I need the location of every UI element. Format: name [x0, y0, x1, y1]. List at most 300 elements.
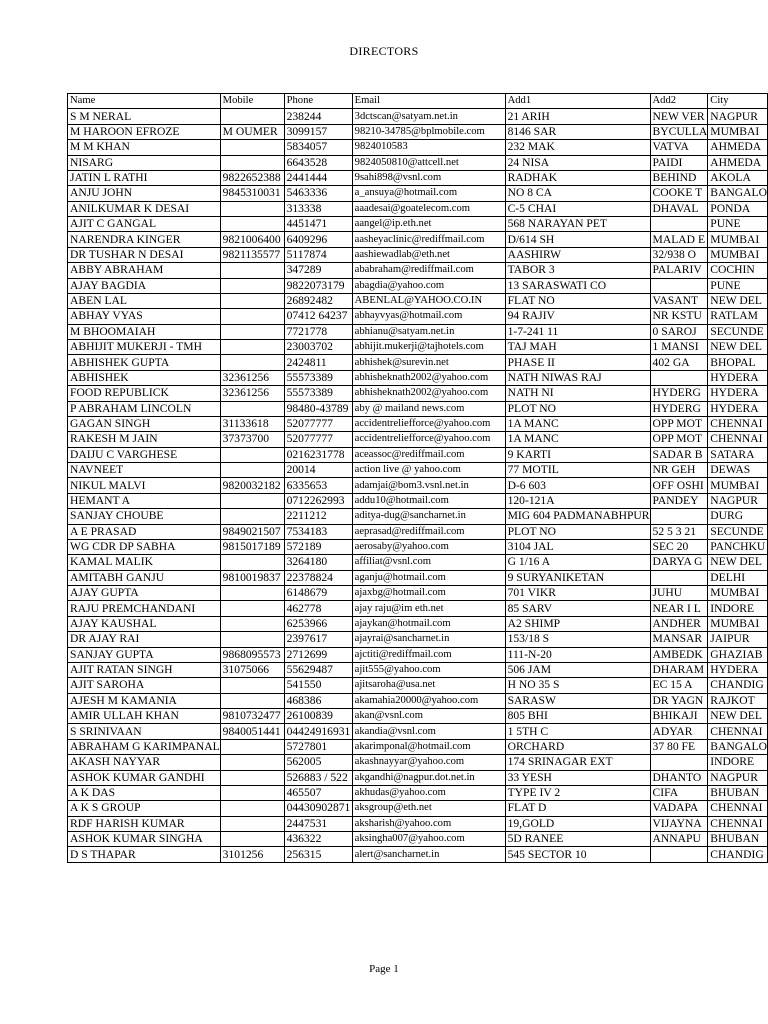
cell-phone: 52077777 — [284, 416, 352, 431]
cell-city: PONDA — [708, 201, 768, 216]
cell-city: SECUNDE — [708, 524, 768, 539]
cell-city: NEW DEL — [708, 555, 768, 570]
cell-email: ajayrai@sancharnet.in — [352, 632, 505, 647]
table-row — [68, 186, 768, 201]
cell-phone: 04424916931 — [284, 724, 352, 739]
cell-city: CHENNAI — [708, 724, 768, 739]
cell-add1: 8146 SAR — [505, 124, 650, 139]
cell-add2 — [650, 570, 708, 585]
cell-add1: 568 NARAYAN PET — [505, 217, 650, 232]
cell-phone: 562005 — [284, 755, 352, 770]
header-row — [68, 94, 768, 109]
cell-city: DURG — [708, 509, 768, 524]
cell-name: A K S GROUP — [68, 801, 221, 816]
cell-name: M BHOOMAIAH — [68, 324, 221, 339]
cell-add2: 402 GA — [650, 355, 708, 370]
cell-add2: OPP MOT — [650, 416, 708, 431]
cell-name: RAKESH M JAIN — [68, 432, 221, 447]
table-row — [68, 463, 768, 478]
cell-name: DAIJU C VARGHESE — [68, 447, 221, 462]
cell-name: RAJU PREMCHANDANI — [68, 601, 221, 616]
cell-mobile — [220, 201, 284, 216]
cell-city: AHMEDA — [708, 155, 768, 170]
cell-city: NEW DEL — [708, 709, 768, 724]
table-row — [68, 355, 768, 370]
cell-mobile: 9810732477 — [220, 709, 284, 724]
cell-city: PANCHKU — [708, 539, 768, 554]
cell-phone: 6409296 — [284, 232, 352, 247]
cell-phone: 7534183 — [284, 524, 352, 539]
table-row — [68, 832, 768, 847]
table-row — [68, 662, 768, 677]
cell-add1: ORCHARD — [505, 739, 650, 754]
table-row — [68, 416, 768, 431]
cell-mobile — [220, 401, 284, 416]
cell-add2: HYDERG — [650, 386, 708, 401]
cell-phone: 2447531 — [284, 816, 352, 831]
cell-add1: TYPE IV 2 — [505, 785, 650, 800]
cell-email: aangel@ip.eth.net — [352, 217, 505, 232]
cell-city: AHMEDA — [708, 140, 768, 155]
cell-name: SANJAY CHOUBE — [68, 509, 221, 524]
cell-city: GHAZIAB — [708, 647, 768, 662]
cell-city: RATLAM — [708, 309, 768, 324]
table-row — [68, 632, 768, 647]
cell-phone: 23003702 — [284, 340, 352, 355]
cell-city: INDORE — [708, 755, 768, 770]
cell-add1: C-5 CHAI — [505, 201, 650, 216]
cell-email: akan@vsnl.com — [352, 709, 505, 724]
table-row — [68, 647, 768, 662]
header-email: Email — [352, 94, 505, 109]
cell-add2: COOKE T — [650, 186, 708, 201]
cell-add1: FLAT NO — [505, 293, 650, 308]
cell-add2: VATVA — [650, 140, 708, 155]
cell-email: abhisheknath2002@yahoo.com — [352, 386, 505, 401]
cell-mobile: 9840051441 — [220, 724, 284, 739]
cell-phone: 238244 — [284, 109, 352, 124]
cell-add1: TABOR 3 — [505, 263, 650, 278]
cell-add2: HYDERG — [650, 401, 708, 416]
cell-mobile: 9820032182 — [220, 478, 284, 493]
cell-name: DR AJAY RAI — [68, 632, 221, 647]
cell-email: akandia@vsnl.com — [352, 724, 505, 739]
cell-mobile: 9868095573 — [220, 647, 284, 662]
cell-mobile — [220, 155, 284, 170]
cell-phone: 2441444 — [284, 170, 352, 185]
cell-email: aerosaby@yahoo.com — [352, 539, 505, 554]
cell-email: ABENLAL@YAHOO.CO.IN — [352, 293, 505, 308]
cell-city: CHANDIG — [708, 847, 768, 862]
cell-city: AKOLA — [708, 170, 768, 185]
cell-add2: NR KSTU — [650, 309, 708, 324]
cell-phone: 52077777 — [284, 432, 352, 447]
cell-city: BHUBAN — [708, 785, 768, 800]
cell-mobile — [220, 770, 284, 785]
table-row — [68, 278, 768, 293]
cell-city: NAGPUR — [708, 770, 768, 785]
cell-phone: 5463336 — [284, 186, 352, 201]
cell-name: ABHAY VYAS — [68, 309, 221, 324]
cell-city: CHENNAI — [708, 416, 768, 431]
table-row — [68, 509, 768, 524]
table-row — [68, 170, 768, 185]
cell-city: HYDERA — [708, 662, 768, 677]
cell-phone: 04430902871 — [284, 801, 352, 816]
cell-city: BANGALO — [708, 739, 768, 754]
cell-add1: A2 SHIMP — [505, 616, 650, 631]
cell-city: BHUBAN — [708, 832, 768, 847]
cell-phone: 541550 — [284, 678, 352, 693]
cell-name: M M KHAN — [68, 140, 221, 155]
cell-add2: DARYA G — [650, 555, 708, 570]
cell-add1: 13 SARASWATI CO — [505, 278, 650, 293]
table-row — [68, 724, 768, 739]
cell-add2: AMBEDK — [650, 647, 708, 662]
table-row — [68, 816, 768, 831]
cell-add1: 33 YESH — [505, 770, 650, 785]
cell-mobile — [220, 586, 284, 601]
cell-name: A E PRASAD — [68, 524, 221, 539]
cell-mobile — [220, 832, 284, 847]
table-row — [68, 785, 768, 800]
cell-city: MUMBAI — [708, 124, 768, 139]
cell-email: akamahia20000@yahoo.com — [352, 693, 505, 708]
cell-add1: 1A MANC — [505, 416, 650, 431]
cell-add2 — [650, 217, 708, 232]
cell-city: COCHIN — [708, 263, 768, 278]
cell-add1: 545 SECTOR 10 — [505, 847, 650, 862]
cell-email: ajitsaroha@usa.net — [352, 678, 505, 693]
cell-name: FOOD REPUBLICK — [68, 386, 221, 401]
cell-add2: DHARAM — [650, 662, 708, 677]
cell-email: ajay raju@im eth.net — [352, 601, 505, 616]
cell-phone: 2424811 — [284, 355, 352, 370]
cell-phone: 2712699 — [284, 647, 352, 662]
cell-add1: 506 JAM — [505, 662, 650, 677]
cell-email: akashnayyar@yahoo.com — [352, 755, 505, 770]
cell-phone: 6253966 — [284, 616, 352, 631]
cell-email: ajaykan@hotmail.com — [352, 616, 505, 631]
cell-phone: 256315 — [284, 847, 352, 862]
cell-mobile — [220, 278, 284, 293]
table-row — [68, 616, 768, 631]
cell-city: INDORE — [708, 601, 768, 616]
table-row — [68, 739, 768, 754]
cell-email: ajctiti@rediffmail.com — [352, 647, 505, 662]
cell-add2: 0 SAROJ — [650, 324, 708, 339]
cell-add1: PLOT NO — [505, 401, 650, 416]
cell-add2: JUHU — [650, 586, 708, 601]
table-row — [68, 755, 768, 770]
cell-add2: OPP MOT — [650, 432, 708, 447]
header-name: Name — [68, 94, 221, 109]
table-row — [68, 263, 768, 278]
cell-add1: MIG 604 PADMANABHPUR — [505, 509, 650, 524]
cell-phone: 26100839 — [284, 709, 352, 724]
cell-city: MUMBAI — [708, 247, 768, 262]
cell-add1: NO 8 CA — [505, 186, 650, 201]
table-row — [68, 524, 768, 539]
cell-add1: 77 MOTIL — [505, 463, 650, 478]
cell-mobile — [220, 493, 284, 508]
cell-add1: 120-121A — [505, 493, 650, 508]
header-add1: Add1 — [505, 94, 650, 109]
table-row — [68, 109, 768, 124]
cell-add2 — [650, 755, 708, 770]
cell-email: aganju@hotmail.com — [352, 570, 505, 585]
cell-email: abagdia@yahoo.com — [352, 278, 505, 293]
cell-city: NAGPUR — [708, 109, 768, 124]
cell-email: aashiewadlab@eth.net — [352, 247, 505, 262]
cell-mobile — [220, 601, 284, 616]
cell-email: aksharish@yahoo.com — [352, 816, 505, 831]
cell-phone: 7721778 — [284, 324, 352, 339]
header-add2: Add2 — [650, 94, 708, 109]
cell-mobile — [220, 140, 284, 155]
cell-add2: VASANT — [650, 293, 708, 308]
cell-add1: 5D RANEE — [505, 832, 650, 847]
cell-mobile: 9849021507 — [220, 524, 284, 539]
cell-add1: 94 RAJIV — [505, 309, 650, 324]
cell-city: CHENNAI — [708, 801, 768, 816]
table-row — [68, 678, 768, 693]
cell-email: ajaxbg@hotmail.com — [352, 586, 505, 601]
table-row — [68, 478, 768, 493]
cell-add2: DHAVAL — [650, 201, 708, 216]
cell-phone: 6148679 — [284, 586, 352, 601]
cell-email: abhisheknath2002@yahoo.com — [352, 370, 505, 385]
cell-name: AJIT C GANGAL — [68, 217, 221, 232]
cell-email: alert@sancharnet.in — [352, 847, 505, 862]
cell-add2: VIJAYNA — [650, 816, 708, 831]
header-city: City — [708, 94, 768, 109]
header-mobile: Mobile — [220, 94, 284, 109]
cell-add2: 37 80 FE — [650, 739, 708, 754]
cell-add1: D-6 603 — [505, 478, 650, 493]
cell-mobile — [220, 693, 284, 708]
cell-mobile — [220, 816, 284, 831]
table-row — [68, 709, 768, 724]
cell-add2 — [650, 509, 708, 524]
cell-name: ABHISHEK GUPTA — [68, 355, 221, 370]
cell-add1: 1-7-241 11 — [505, 324, 650, 339]
cell-name: ABBY ABRAHAM — [68, 263, 221, 278]
cell-add1: 21 ARIH — [505, 109, 650, 124]
cell-phone: 2397617 — [284, 632, 352, 647]
cell-mobile — [220, 739, 284, 754]
cell-add1: 19,GOLD — [505, 816, 650, 831]
cell-name: ASHOK KUMAR SINGHA — [68, 832, 221, 847]
cell-phone: 465507 — [284, 785, 352, 800]
cell-mobile — [220, 355, 284, 370]
table-row — [68, 539, 768, 554]
cell-mobile: 3101256 — [220, 847, 284, 862]
cell-name: M HAROON EFROZE — [68, 124, 221, 139]
cell-email: a_ansuya@hotmail.com — [352, 186, 505, 201]
cell-email: aby @ mailand news.com — [352, 401, 505, 416]
cell-add2: NEAR I L — [650, 601, 708, 616]
table-row — [68, 217, 768, 232]
cell-add2: NEW VER — [650, 109, 708, 124]
cell-add2: PANDEY — [650, 493, 708, 508]
cell-add2: ADYAR — [650, 724, 708, 739]
cell-phone: 55573389 — [284, 370, 352, 385]
cell-add2: SADAR B — [650, 447, 708, 462]
cell-mobile — [220, 217, 284, 232]
cell-name: AJESH M KAMANIA — [68, 693, 221, 708]
cell-email: akarimponal@hotmail.com — [352, 739, 505, 754]
cell-add2: DR YAGN — [650, 693, 708, 708]
cell-email: ajit555@yahoo.com — [352, 662, 505, 677]
table-row — [68, 847, 768, 862]
cell-add1: G 1/16 A — [505, 555, 650, 570]
cell-mobile — [220, 678, 284, 693]
cell-name: AJAY KAUSHAL — [68, 616, 221, 631]
cell-city: PUNE — [708, 217, 768, 232]
cell-mobile — [220, 463, 284, 478]
cell-name: ANJU JOHN — [68, 186, 221, 201]
cell-mobile: 37373700 — [220, 432, 284, 447]
cell-mobile — [220, 801, 284, 816]
cell-name: NISARG — [68, 155, 221, 170]
cell-email: aksingha007@yahoo.com — [352, 832, 505, 847]
cell-add1: 3104 JAL — [505, 539, 650, 554]
cell-name: AJIT RATAN SINGH — [68, 662, 221, 677]
table-row — [68, 693, 768, 708]
cell-mobile — [220, 616, 284, 631]
cell-add2: DHANTO — [650, 770, 708, 785]
cell-add1: D/614 SH — [505, 232, 650, 247]
cell-mobile: M OUMER — [220, 124, 284, 139]
cell-email: 9824050810@attcell.net — [352, 155, 505, 170]
cell-name: S M NERAL — [68, 109, 221, 124]
cell-mobile — [220, 324, 284, 339]
cell-mobile — [220, 755, 284, 770]
cell-name: GAGAN SINGH — [68, 416, 221, 431]
table-row — [68, 124, 768, 139]
cell-city: NEW DEL — [708, 293, 768, 308]
page-number: Page 1 — [369, 963, 399, 975]
cell-city: PUNE — [708, 278, 768, 293]
cell-email: ababraham@rediffmail.com — [352, 263, 505, 278]
cell-mobile: 9810019837 — [220, 570, 284, 585]
cell-name: S SRINIVAAN — [68, 724, 221, 739]
table-row — [68, 309, 768, 324]
cell-email: abhayvyas@hotmail.com — [352, 309, 505, 324]
cell-name: WG CDR DP SABHA — [68, 539, 221, 554]
cell-phone: 347289 — [284, 263, 352, 278]
cell-add1: 85 SARV — [505, 601, 650, 616]
cell-phone: 55573389 — [284, 386, 352, 401]
document-title: DIRECTORS — [349, 44, 419, 58]
cell-phone: 0712262993 — [284, 493, 352, 508]
table-row — [68, 140, 768, 155]
cell-phone: 572189 — [284, 539, 352, 554]
cell-add2: ANDHER — [650, 616, 708, 631]
cell-name: ABHIJIT MUKERJI - TMH — [68, 340, 221, 355]
cell-name: AMIR ULLAH KHAN — [68, 709, 221, 724]
cell-email: akhudas@yahoo.com — [352, 785, 505, 800]
cell-city: MUMBAI — [708, 586, 768, 601]
cell-phone: 22378824 — [284, 570, 352, 585]
cell-add1: H NO 35 S — [505, 678, 650, 693]
cell-mobile: 9845310031 — [220, 186, 284, 201]
cell-city: CHENNAI — [708, 816, 768, 831]
cell-add2: PALARIV — [650, 263, 708, 278]
cell-email: abhianu@satyam.net.in — [352, 324, 505, 339]
cell-mobile: 9822652388 — [220, 170, 284, 185]
cell-city: SATARA — [708, 447, 768, 462]
cell-mobile — [220, 340, 284, 355]
cell-mobile: 31133618 — [220, 416, 284, 431]
cell-name: D S THAPAR — [68, 847, 221, 862]
table-row — [68, 247, 768, 262]
cell-email: aeprasad@rediffmail.com — [352, 524, 505, 539]
cell-add1: 111-N-20 — [505, 647, 650, 662]
cell-phone: 6643528 — [284, 155, 352, 170]
cell-name: NAVNEET — [68, 463, 221, 478]
cell-city: HYDERA — [708, 370, 768, 385]
cell-email: addu10@hotmail.com — [352, 493, 505, 508]
cell-email: 3dctscan@satyam.net.in — [352, 109, 505, 124]
cell-name: ASHOK KUMAR GANDHI — [68, 770, 221, 785]
cell-phone: 436322 — [284, 832, 352, 847]
cell-mobile: 32361256 — [220, 370, 284, 385]
cell-add1: TAJ MAH — [505, 340, 650, 355]
cell-phone: 2211212 — [284, 509, 352, 524]
cell-phone: 5117874 — [284, 247, 352, 262]
cell-add1: RADHAK — [505, 170, 650, 185]
cell-phone: 98480-43789 — [284, 401, 352, 416]
cell-email: 98210-34785@bplmobile.com — [352, 124, 505, 139]
cell-name: DR TUSHAR N DESAI — [68, 247, 221, 262]
cell-mobile — [220, 447, 284, 462]
table-row — [68, 370, 768, 385]
cell-phone: 55629487 — [284, 662, 352, 677]
table-row — [68, 493, 768, 508]
cell-add1: PHASE II — [505, 355, 650, 370]
cell-add1: 153/18 S — [505, 632, 650, 647]
cell-name: KAMAL MALIK — [68, 555, 221, 570]
cell-phone: 313338 — [284, 201, 352, 216]
cell-mobile: 9821006400 — [220, 232, 284, 247]
cell-name: ABRAHAM G KARIMPANAL — [68, 739, 221, 754]
cell-add2: VADAPA — [650, 801, 708, 816]
cell-phone: 26892482 — [284, 293, 352, 308]
cell-add1: 805 BHI — [505, 709, 650, 724]
cell-city: NAGPUR — [708, 493, 768, 508]
cell-phone: 462778 — [284, 601, 352, 616]
cell-city: MUMBAI — [708, 616, 768, 631]
cell-add2: 1 MANSI — [650, 340, 708, 355]
cell-mobile — [220, 109, 284, 124]
cell-mobile — [220, 632, 284, 647]
cell-name: ABEN LAL — [68, 293, 221, 308]
cell-phone: 20014 — [284, 463, 352, 478]
cell-add2: MANSAR — [650, 632, 708, 647]
cell-phone: 5727801 — [284, 739, 352, 754]
cell-city: CHENNAI — [708, 432, 768, 447]
cell-add1: 1 5TH C — [505, 724, 650, 739]
cell-add2: ANNAPU — [650, 832, 708, 847]
cell-add1: AASHIRW — [505, 247, 650, 262]
cell-name: JATIN L RATHI — [68, 170, 221, 185]
cell-name: RDF HARISH KUMAR — [68, 816, 221, 831]
directors-table — [67, 93, 768, 863]
cell-name: A K DAS — [68, 785, 221, 800]
cell-add2: SEC 20 — [650, 539, 708, 554]
